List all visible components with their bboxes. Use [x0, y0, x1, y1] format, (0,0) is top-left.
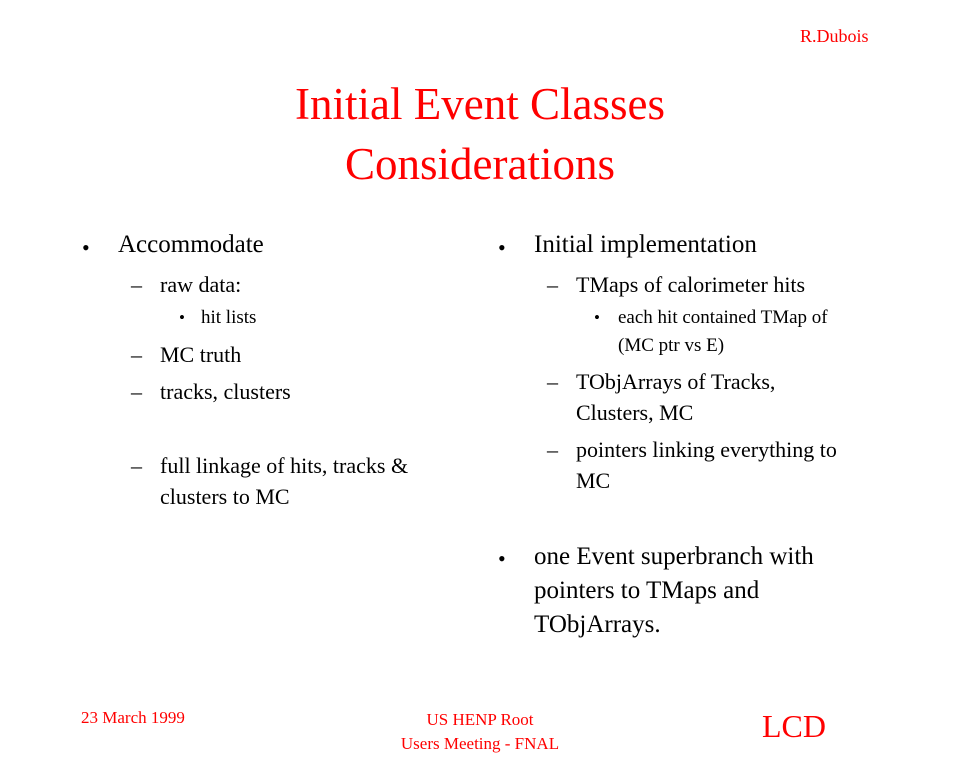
dash-marker: – — [131, 272, 142, 297]
bullet-marker: • — [594, 308, 600, 327]
dash-marker: – — [131, 342, 142, 367]
right-bullet-superbranch-line-1: one Event superbranch with — [534, 543, 814, 570]
bullet-marker: • — [82, 235, 90, 260]
bullet-marker: • — [179, 308, 185, 327]
left-item-mc-truth: MC truth — [160, 342, 242, 367]
bullet-marker: • — [498, 235, 506, 260]
footer-meeting-line-1: US HENP Root — [426, 710, 534, 729]
left-bullet-accommodate: Accommodate — [118, 231, 264, 258]
author-name: R.Dubois — [800, 26, 869, 46]
left-item-raw-data: raw data: — [160, 272, 242, 297]
footer-meeting-line-2: Users Meeting - FNAL — [400, 734, 560, 753]
right-item-tmaps: TMaps of calorimeter hits — [576, 272, 806, 297]
left-item-full-linkage-line-1: full linkage of hits, tracks & — [160, 453, 409, 478]
right-item-pointers-line-1: pointers linking everything to — [576, 437, 837, 462]
left-item-full-linkage-line-2: clusters to MC — [160, 484, 290, 509]
footer-date: 23 March 1999 — [81, 708, 185, 727]
dash-marker: – — [131, 453, 142, 478]
dash-marker: – — [547, 437, 558, 462]
slide-title-line-1: Initial Event Classes — [295, 79, 665, 129]
right-subitem-each-hit-line-1: each hit contained TMap of — [618, 307, 828, 328]
left-subitem-hit-lists: hit lists — [201, 307, 257, 328]
dash-marker: – — [131, 379, 142, 404]
right-item-tobjarrays-line-2: Clusters, MC — [576, 400, 694, 425]
bullet-marker: • — [498, 546, 506, 571]
slide-title-line-2: Considerations — [345, 139, 615, 189]
right-bullet-superbranch-line-3: TObjArrays. — [534, 611, 661, 638]
right-item-pointers-line-2: MC — [576, 468, 611, 493]
right-item-tobjarrays-line-1: TObjArrays of Tracks, — [576, 369, 776, 394]
dash-marker: – — [547, 272, 558, 297]
right-bullet-initial-implementation: Initial implementation — [534, 231, 757, 258]
dash-marker: – — [547, 369, 558, 394]
right-bullet-superbranch-line-2: pointers to TMaps and — [534, 577, 760, 604]
footer-meeting — [380, 708, 580, 756]
lcd-logo: LCD — [762, 708, 826, 744]
left-item-tracks-clusters: tracks, clusters — [160, 379, 291, 404]
right-subitem-each-hit-line-2: (MC ptr vs E) — [618, 335, 725, 356]
